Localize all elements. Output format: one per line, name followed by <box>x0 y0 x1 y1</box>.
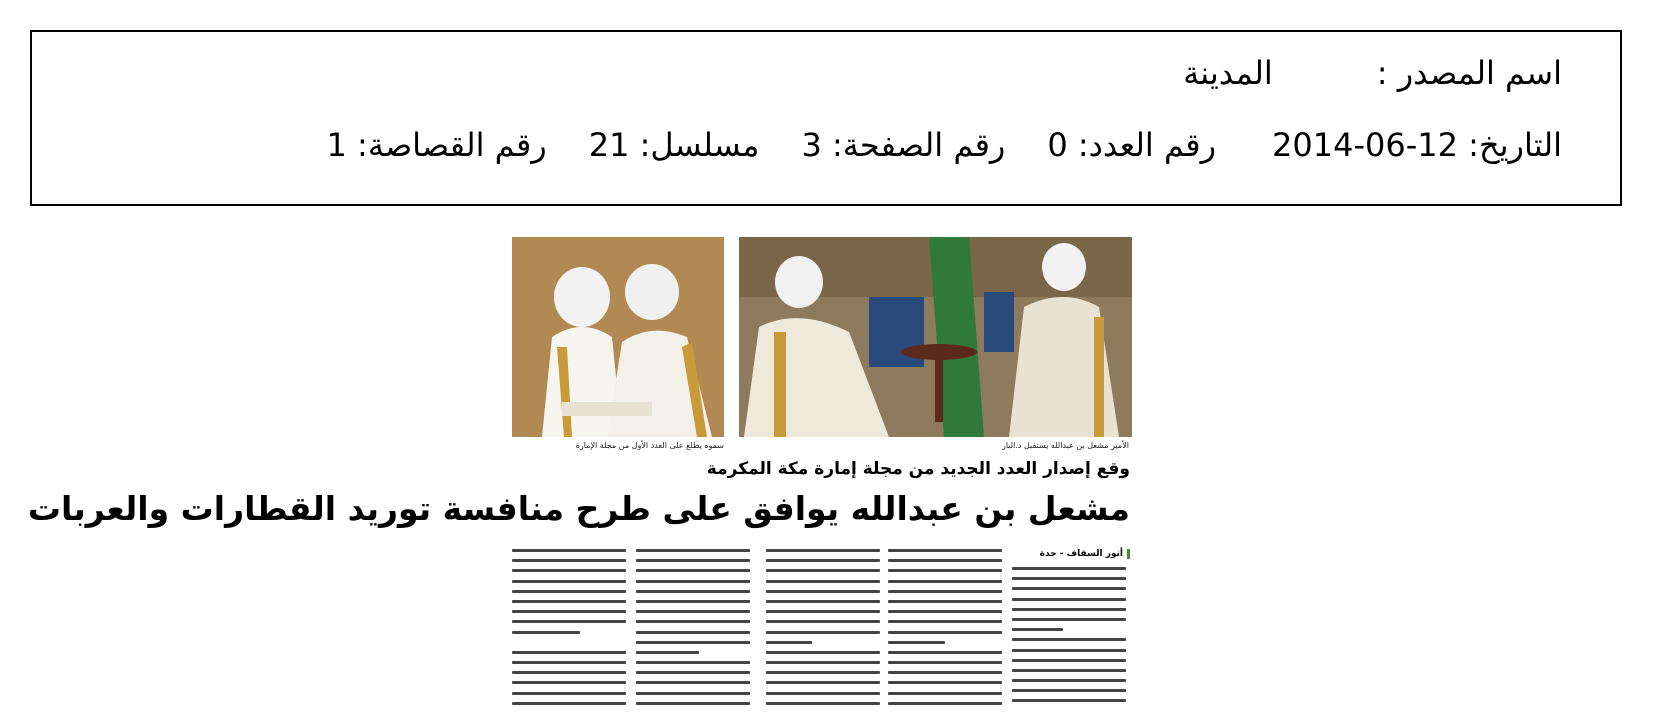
date-value: 2014-06-12 <box>1272 126 1458 164</box>
article-column <box>1012 567 1126 727</box>
newspaper-clipping <box>27 237 1132 709</box>
date-label: التاريخ: <box>1468 126 1562 164</box>
article-kicker: وقع إصدار العدد الجديد من مجلة إمارة مكة المكرمة <box>706 459 1130 479</box>
article-column <box>512 549 626 709</box>
article-column <box>766 549 880 709</box>
article-column <box>888 549 1002 709</box>
photo-signing <box>512 237 724 437</box>
source-value: المدينة <box>1183 54 1273 92</box>
source-label: اسم المصدر : <box>1376 54 1562 92</box>
source-row <box>1183 54 1562 92</box>
page-label: رقم الصفحة: <box>831 126 1006 164</box>
article-headline: مشعل بن عبدالله يوافق على طرح منافسة توريد القطارات والعربات <box>27 489 1130 528</box>
meta-row <box>327 126 1562 164</box>
photo-left-caption: سموه يطلع على العدد الأول من مجلة الإمارة <box>575 441 724 450</box>
clipping-info-box <box>30 30 1622 206</box>
page-value: 3 <box>801 126 822 164</box>
issue-value: 0 <box>1047 126 1068 164</box>
clip-value: 1 <box>326 126 347 164</box>
issue-label: رقم العدد: <box>1077 126 1217 164</box>
photo-meeting <box>739 237 1132 437</box>
article-column <box>636 549 750 709</box>
photo-right-caption: الأمير مشعل بن عبدالله يستقبل د.البار <box>1001 441 1129 450</box>
clip-label: رقم القصاصة: <box>357 126 547 164</box>
serial-value: 21 <box>588 126 630 164</box>
article-byline: أنور السقاف - جدة <box>1040 549 1130 559</box>
serial-label: مسلسل: <box>639 126 760 164</box>
